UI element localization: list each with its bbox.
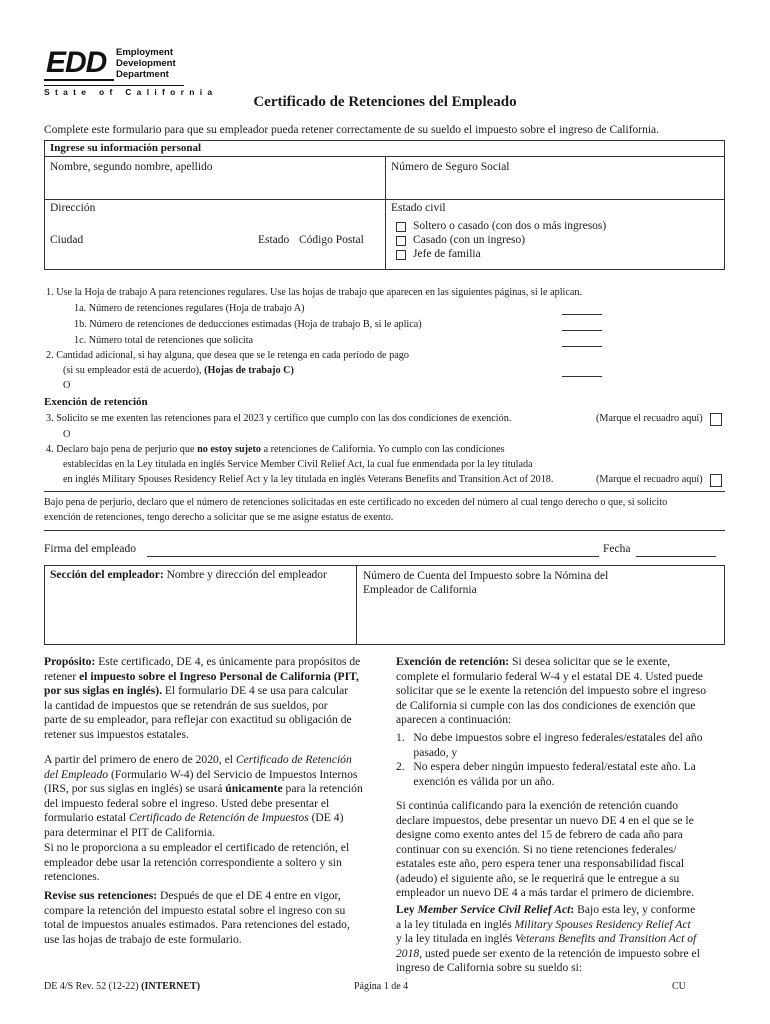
civil-status-label: Estado civil [391,202,446,214]
text-span: Member Service Civil Relief Act [417,903,571,916]
perjury-line-1: Bajo pena de perjurio, declaro que el número de retenciones solicitadas en este certificado no exceden del número al cual tengo derecho o que, si solicito [44,497,668,508]
text-line [44,918,350,933]
text-span: Revise sus retenciones: [44,889,158,902]
item-1: 1. Use la Hoja de trabajo A para retenciones regulares. Use las hojas de trabajo que aparecen en las siguientes páginas, si le aplican. [46,287,583,298]
exemption-heading: Exención de retención [44,396,148,408]
text-line [44,670,360,685]
text-line [396,670,706,685]
continue-exemption-paragraph [396,799,694,901]
text-span: Certificado de Retención de Impuestos [129,811,309,824]
item-4-checkbox[interactable] [710,474,722,487]
text-line [396,857,694,872]
text-span: aparecen a continuación: [396,713,512,726]
text-line [396,918,700,933]
text-span: 2018 [396,946,420,960]
or-separator: O [63,429,71,440]
text-span: 1. No debe impuestos sobre el ingreso federales/estatales del año [396,731,703,744]
item-4-check-label: (Marque el recuadro aquí) [596,474,703,485]
text-line [396,814,694,829]
purpose-paragraph [44,655,360,742]
text-line [396,699,706,714]
employer-section-label: Sección del empleador: [50,569,164,581]
state-field[interactable]: Estado [258,234,290,246]
text-line [396,799,694,814]
text-line [396,903,700,918]
text-span: Certificado de Retención [235,753,352,766]
text-line [44,933,350,948]
text-span: retener [44,669,80,683]
text-span: retenciones. [44,870,100,883]
item-4 [46,444,505,455]
text-span: Si desea solicitar que se le exente, [509,655,671,668]
text-line [396,961,700,976]
text-span: declare impuestos, debe presentar un nuevo DE 4 en el que se le [396,813,694,827]
item-3-check-label: (Marque el recuadro aquí) [596,413,703,424]
signature-field[interactable] [147,556,599,557]
divider [44,530,725,531]
status-option-single: Soltero o casado (con dos o más ingresos) [413,220,607,232]
status-checkbox-single[interactable] [396,222,406,232]
item-3-checkbox[interactable] [710,413,722,426]
logo-state: State of California [44,87,218,97]
status-checkbox-head[interactable] [396,250,406,260]
form-intro: Complete este formulario para que su empleador pueda retener correctamente de su sueldo el impuesto sobre el ingreso de California. [44,124,660,136]
text-line [44,870,349,885]
text-line [44,728,360,743]
account-label-1: Número de Cuenta del Impuesto sobre la Nómina del [363,570,609,582]
text-span: (adeudo) el siguiente año, se le requerirá que le entregue a su [396,871,680,885]
info-heading: Ingrese su información personal [50,142,202,154]
text-span: total de impuestos anuales estimados. Para retenciones del estado, [44,918,350,931]
text-span: empleador debe usar la retención correspondiente a soltero y sin [44,855,342,869]
account-label-2: Empleador de California [363,584,477,596]
text-span: pasado, y [396,745,458,759]
text-span: compare la retención del impuesto estatal sobre el ingreso con su [44,903,346,917]
text-span: empleador un nuevo DE 4 a más tardar el primero de diciembre. [396,886,695,899]
text-span: el impuesto sobre el Ingreso Personal de California (PIT, [79,669,359,683]
date-field[interactable] [636,556,716,557]
text-span: A partir del primero de enero de 2020, el [44,753,236,766]
logo-line-3: Department [116,69,169,80]
logo-letters: EDD [46,46,107,79]
item-2-cont [63,365,294,376]
text-span: Propósito: [44,655,96,668]
text-span: formulario estatal [44,811,129,824]
divider [45,199,724,200]
text-span: la cantidad de impuestos que se retendrán de sus sueldos, por [44,698,328,712]
text-line [396,828,694,843]
msrra-paragraph [396,903,700,976]
text-line [44,655,360,670]
text-span: únicamente [225,782,283,795]
ssn-field[interactable]: Número de Seguro Social [391,161,510,173]
logo-line-1: Employment [116,47,174,58]
item-1a: 1a. Número de retenciones regulares (Hoja de trabajo A) [74,303,305,314]
status-checkbox-married[interactable] [396,236,406,246]
text-line [396,731,703,746]
text-span: Ley [396,903,418,916]
employer-box [44,565,725,645]
text-span: Exención de retención: [396,655,510,668]
date-label: Fecha [603,543,631,555]
text-span: por sus siglas en inglés). [44,684,163,697]
item-2-worksheet: (Hojas de trabajo C) [204,365,294,376]
review-paragraph [44,889,350,947]
name-field[interactable]: Nombre, segundo nombre, apellido [50,161,213,173]
text-line [396,947,700,962]
form-id-version: (INTERNET) [141,981,201,992]
text-span: para la retención [282,782,363,795]
item-1b-field[interactable] [562,330,602,331]
divider [44,491,725,492]
text-line [44,753,363,768]
no-certificate-paragraph [44,841,349,885]
text-line [44,684,360,699]
text-span: Si no le proporciona a su empleador el certificado de retención, el [44,841,350,854]
divider [385,156,386,269]
item-2-text: (si su empleador está de acuerdo), [63,365,205,376]
text-span: Este certificado, DE 4, es únicamente para propósitos de [95,655,361,668]
form-id [44,981,200,992]
text-line [396,932,700,947]
w4-paragraph [44,753,363,840]
item-1c-field[interactable] [562,346,602,347]
text-line [44,811,363,826]
text-span: (IRS, por sus siglas en inglés) se usará [44,782,226,795]
text-span: parte de su empleador, para reflejar con exactitud su obligación de [44,713,352,726]
text-span: y la ley titulada en inglés [396,932,516,945]
text-line [44,904,350,919]
text-span: use las hojas de trabajo de este formulario. [44,932,242,946]
edd-logo [44,46,218,97]
logo-words [116,47,176,80]
perjury-line-2: exención de retenciones, tengo derecho a solicitar que se me asigne estatus de exento. [44,512,394,523]
text-line [396,872,694,887]
signature-label: Firma del empleado [44,543,136,555]
text-line [396,684,706,699]
text-span: (Formulario W-4) del Servicio de Impuestos Internos [108,767,358,781]
employer-account-field[interactable] [363,569,608,597]
item-3: 3. Solicito se me exenten las retenciones para el 2023 y certifico que cumplo con las dos condiciones de exención. [46,413,512,424]
text-span: , usted puede ser exento de la retención de impuesto sobre el [419,946,700,960]
text-span: Después de que el DE 4 entre en vigor, [157,889,341,902]
logo-line-2: Development [116,58,176,69]
text-line [44,841,349,856]
item-1b: 1b. Número de retenciones de deducciones estimadas (Hoja de trabajo B, si le aplica) [74,319,422,330]
text-span: 2. No espera deber ningún impuesto federal/estatal este año. La [396,760,696,773]
text-span: para determinar el PIT de California. [44,825,216,839]
item-1c: 1c. Número total de retenciones que solicita [74,335,254,346]
or-separator: O [63,380,71,391]
item-4-text: 4. Declaro bajo pena de perjurio que [46,444,198,455]
form-title: Certificado de Retenciones del Empleado [253,94,517,110]
item-4-text-rest: a retenciones de California. Yo cumplo con las condiciones [261,444,505,455]
text-span: de California si cumple con las dos condiciones de exención que [396,698,696,712]
text-span: : [570,903,575,916]
text-line [396,843,694,858]
text-span: exención es válida por un año. [396,774,555,788]
text-line [396,775,703,790]
item-2: 2. Cantidad adicional, si hay alguna, que desea que se le retenga en cada período de pago [46,350,409,361]
employer-section-text: Nombre y dirección del empleador [163,569,327,581]
footer-code: CU [672,981,686,992]
text-line [396,655,706,670]
address-field[interactable]: Dirección [50,202,96,214]
text-span: Veterans Benefits and Transition Act of [515,932,697,945]
text-line [44,826,363,841]
text-span: retener sus impuestos estatales. [44,727,189,741]
text-line [396,760,703,775]
item-4-emphasis: no estoy sujeto [197,444,262,455]
text-span: solicitar que se le exente la retención del impuesto sobre el ingreso [396,684,707,697]
exemption-paragraph [396,655,706,728]
text-span: complete el formulario federal W-4 y el estatal DE 4. Usted puede [396,669,703,683]
text-span: El formulario DE 4 se usa para calcular [162,684,349,697]
employer-name-field[interactable] [50,569,327,581]
text-line [44,889,350,904]
text-span: Bajo esta ley, y conforme [574,903,696,916]
form-id-code: DE 4/S Rev. 52 (12-22) [44,981,142,992]
text-line [44,713,360,728]
text-line [44,768,363,783]
text-line [396,746,703,761]
city-field[interactable]: Ciudad [50,234,84,246]
text-line [396,713,706,728]
text-line [44,782,363,797]
logo-rule [44,79,114,81]
text-span: Si continúa calificando para la exención de retención cuando [396,799,678,812]
text-span: del Empleado [44,767,109,781]
text-span: designe como exento antes del 15 de febrero de cada año para [396,828,683,841]
text-span: ingreso de California sobre su sueldo si: [396,961,583,974]
divider [356,566,357,644]
text-span: a la ley titulada en inglés [396,917,515,931]
status-option-married: Casado (con un ingreso) [413,234,526,246]
status-option-head: Jefe de familia [413,248,481,260]
text-line [396,886,694,901]
personal-info-box [44,140,725,270]
text-line [44,856,349,871]
text-line [44,797,363,812]
page-number: Página 1 de 4 [354,981,409,992]
text-line [44,699,360,714]
text-span: Military Spouses Residency Relief Act [514,917,691,931]
text-span: (DE 4) [308,811,344,824]
text-span: estatales este año, pero espera tener una responsabilidad fiscal [396,857,685,870]
item-2-field[interactable] [562,376,602,377]
text-span: continuar con su exención. Si no tiene retenciones federales/ [396,842,677,856]
item-1a-field[interactable] [562,314,602,315]
item-4-line-3: en inglés Military Spouses Residency Relief Act y la ley titulada en inglés Veterans Benefits and Transition Act of 2018. [63,474,554,485]
text-span: del impuesto federal sobre el ingreso. Usted debe presentar el [44,796,330,810]
zip-field[interactable]: Código Postal [299,234,364,246]
item-4-line-2: establecidas en la Ley titulada en inglés Service Member Civil Relief Act, la cual fue enmendada por la ley titulada [63,459,533,470]
exemption-conditions-list [396,731,703,789]
